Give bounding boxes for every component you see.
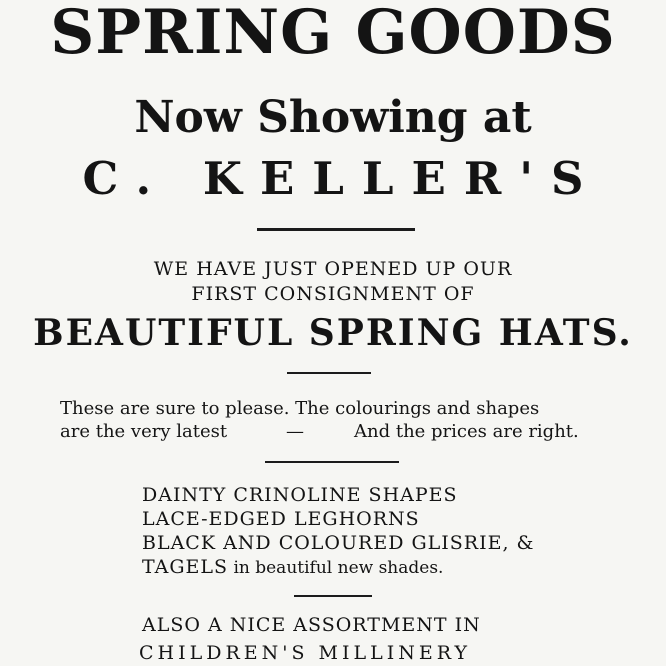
list-item: DAINTY CRINOLINE SHAPES <box>142 484 458 506</box>
list-item-suffix: in beautiful new shades. <box>228 558 444 578</box>
feature-heading: BEAUTIFUL SPRING HATS. <box>33 312 633 354</box>
also-line: ALSO A NICE ASSORTMENT IN <box>142 614 481 636</box>
divider-rule <box>287 372 371 374</box>
list-item: LACE-EDGED LEGHORNS <box>142 508 420 530</box>
list-item: BLACK AND COLOURED GLISRIE, & <box>142 532 535 554</box>
intro-line: WE HAVE JUST OPENED UP OUR <box>153 258 513 280</box>
em-dash: — <box>286 421 304 442</box>
list-item <box>142 555 443 580</box>
subheadline: Now Showing at <box>134 92 532 143</box>
description-text: And the prices are right. <box>354 421 579 442</box>
divider-rule <box>265 461 399 463</box>
divider-rule <box>257 228 415 231</box>
divider-rule <box>294 595 372 597</box>
also-line: CHILDREN'S MILLINERY <box>139 642 472 664</box>
store-name: C. KELLER'S <box>82 152 602 205</box>
intro-line: FIRST CONSIGNMENT OF <box>191 283 475 305</box>
description-text: are the very latest <box>60 421 228 442</box>
headline: SPRING GOODS <box>50 0 616 68</box>
description-line: These are sure to please. The colourings and shapes <box>60 398 540 419</box>
list-item-text: TAGELS <box>142 556 229 578</box>
description-line <box>60 421 579 443</box>
